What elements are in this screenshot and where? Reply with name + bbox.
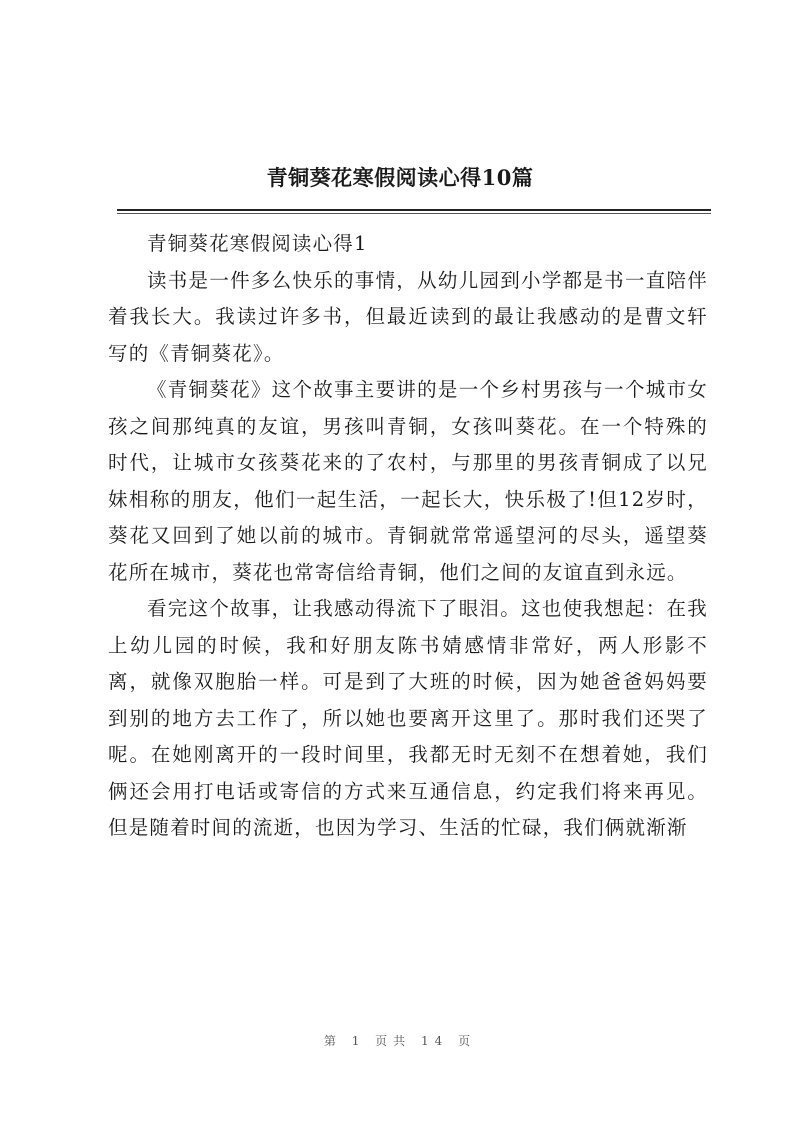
paragraph: 看完这个故事，让我感动得流下了眼泪。这也使我想起：在我上幼儿园的时候，我和好朋友陈书婧感情非常好，两人形影不离，就像双胞胎一样。可是到了大班的时候，因为她爸爸妈妈要到别的地方去工作了，所以她也要离开这里了。那时我们还哭了呢。在她刚离开的一段时间里，我都无时无刻不在想着她，我们俩还会用打电话或寄信的方式来互通信息，约定我们将来再见。但是随着时间的流逝，也因为学习、生活的忙碌，我们俩就渐渐 <box>108 597 708 839</box>
document-title: 青铜葵花寒假阅读心得10篇 <box>266 165 534 190</box>
title-divider-thin <box>117 213 711 214</box>
page-footer: 第 1 页共 14 页 <box>323 1034 477 1048</box>
paragraph: 读书是一件多么快乐的事情，从幼儿园到小学都是书一直陪伴着我长大。我读过许多书，但最近读到的最让我感动的是曹文轩写的《青铜葵花》。 <box>108 268 708 365</box>
title-divider <box>117 209 711 211</box>
document-body <box>108 226 708 847</box>
section-heading: 青铜葵花寒假阅读心得1 <box>147 232 368 255</box>
paragraph: 《青铜葵花》这个故事主要讲的是一个乡村男孩与一个城市女孩之间那纯真的友谊，男孩叫青铜，女孩叫葵花。在一个特殊的时代，让城市女孩葵花来的了农村，与那里的男孩青铜成了以兄妹相称的朋友，他们一起生活，一起长大，快乐极了!但12岁时，葵花又回到了她以前的城市。青铜就常常遥望河的尽头，遥望葵花所在城市，葵花也常寄信给青铜，他们之间的友谊直到永远。 <box>108 378 708 584</box>
